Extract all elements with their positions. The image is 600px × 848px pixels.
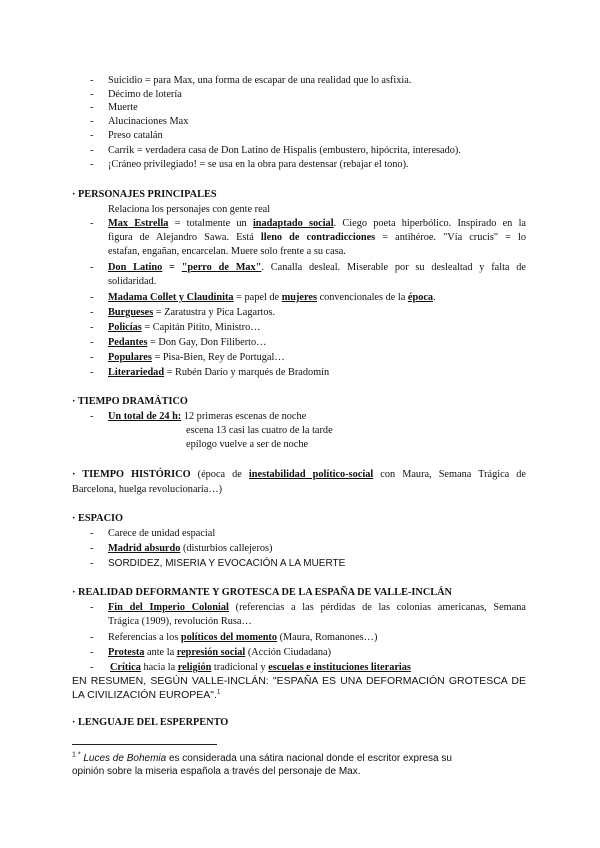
list-dash: -	[90, 411, 94, 422]
footnote-line-1	[72, 752, 452, 765]
populares-line	[108, 351, 285, 364]
tiempo-dramatico-line-3: epílogo vuelve a ser de noche	[186, 439, 309, 450]
text-run: = antihéroe. "Vía crucis" = lo	[375, 232, 527, 243]
emphasis: represión social	[176, 647, 246, 658]
text-run: tradicional y	[211, 662, 269, 673]
emphasis: Fin del Imperio Colonial	[108, 602, 229, 613]
list-dash: -	[90, 116, 94, 127]
text-run: hacia la	[140, 662, 178, 673]
text-run: =	[162, 262, 182, 273]
text-run: = Zaratustra y Pica Lagartos.	[153, 307, 276, 318]
text-run: (época de	[190, 469, 249, 480]
work-title: Luces de Bohemia	[83, 753, 167, 764]
list-item	[108, 542, 272, 555]
text-run: figura de Alejandro Sawa. Está	[108, 232, 261, 243]
list-dash: -	[90, 367, 94, 378]
fin-imperio-line-2: Trágica (1909), revolución Rusa…	[108, 616, 252, 627]
literariedad-line	[108, 366, 329, 379]
section-heading-espacio: · ESPACIO	[72, 513, 124, 524]
text-run: . Canalla desleal. Miserable por su deslealtad y falta de	[261, 262, 526, 273]
emphasis: inestabilidad político-social	[248, 469, 374, 480]
text-run: es considerada una sátira nacional donde el escritor expresa su	[166, 753, 452, 764]
emphasis: inadaptado social	[252, 218, 334, 229]
pedantes-line	[108, 336, 266, 349]
list-item: SORDIDEZ, MISERIA Y EVOCACIÓN A LA MUERTE	[108, 558, 346, 569]
personajes-intro: Relaciona los personajes con gente real	[108, 204, 271, 215]
text-run: (referencias a las pérdidas de las colonias americanas, Semana	[228, 602, 526, 613]
section-heading-lenguaje: · LENGUAJE DEL ESPERPENTO	[72, 717, 229, 728]
list-dash: -	[90, 322, 94, 333]
emphasis: políticos del momento	[180, 632, 278, 643]
section-heading-tiempo-dramatico: · TIEMPO DRAMÁTICO	[72, 396, 188, 407]
list-item: Suicidio = para Max, una forma de escapar de una realidad que lo asfixia.	[108, 75, 412, 86]
list-dash: -	[90, 528, 94, 539]
list-dash: -	[90, 262, 94, 273]
emphasis: lleno de contradicciones	[260, 232, 376, 243]
text-run: . Ciego poeta hiperbólico. Inspirado en la	[333, 218, 527, 229]
burgueses-line	[108, 306, 275, 319]
list-dash: -	[90, 543, 94, 554]
footnote-number: 1 *	[72, 751, 81, 759]
emphasis: Crítica	[110, 662, 141, 673]
text-run: LA CIVILIZACIÓN EUROPEA".	[72, 689, 217, 701]
emphasis: Protesta	[108, 647, 145, 658]
list-dash: -	[90, 307, 94, 318]
section-heading-personajes: · PERSONAJES PRINCIPALES	[72, 189, 217, 200]
text-run: con Maura, Semana Trágica de	[373, 469, 526, 480]
emphasis: Un total de 24 h:	[108, 411, 182, 422]
list-dash: -	[90, 602, 94, 613]
max-estrella-line-1	[108, 217, 526, 230]
emphasis: "perro de Max"	[181, 262, 262, 273]
list-item: ¡Cráneo privilegiado! = se usa en la obra para destensar (rebajar el tono).	[108, 159, 409, 170]
text-run: (Acción Ciudadana)	[245, 647, 332, 658]
emphasis: época	[407, 292, 434, 303]
max-estrella-line-2	[108, 231, 526, 244]
max-estrella-line-3: estafan, engañan, encarcelan. Muere solo frente a su casa.	[108, 246, 346, 257]
resumen-line-1: EN RESUMEN, SEGÚN VALLE-INCLÁN: "ESPAÑA ES UNA DEFORMACIÓN GROTESCA DE	[72, 675, 526, 687]
list-dash: -	[90, 647, 94, 658]
list-dash: -	[90, 352, 94, 363]
list-item: Carrik = verdadera casa de Don Latino de Hispalis (embustero, hipócrita, interesado).	[108, 145, 461, 156]
section-heading-realidad: · REALIDAD DEFORMANTE Y GROTESCA DE LA ESPAÑA DE VALLE-INCLÁN	[72, 587, 452, 598]
text-run: 12 primeras escenas de noche	[181, 411, 307, 422]
list-dash: -	[90, 218, 94, 229]
text-run: = Don Gay, Don Filiberto…	[147, 337, 267, 348]
character-name: Max Estrella	[108, 218, 169, 229]
list-dash: -	[90, 558, 94, 569]
text-run: = papel de	[233, 292, 282, 303]
footnote-marker: 1	[216, 689, 221, 696]
list-dash: -	[90, 89, 94, 100]
text-run: Referencias a los	[108, 632, 181, 643]
character-name: Policías	[108, 322, 142, 333]
list-dash: -	[90, 145, 94, 156]
section-heading-tiempo-historico: · TIEMPO HISTÓRICO	[72, 469, 191, 480]
madama-collet-line	[108, 291, 436, 304]
character-name: Madama Collet y Claudinita	[108, 292, 234, 303]
list-dash: -	[90, 75, 94, 86]
text-run: = Pisa-Bien, Rey de Portugal…	[151, 352, 285, 363]
tiempo-historico-line-1	[72, 468, 526, 481]
list-item	[108, 631, 377, 644]
list-dash: -	[90, 337, 94, 348]
list-item: Décimo de lotería	[108, 89, 182, 100]
list-item: Alucinaciones Max	[108, 116, 189, 127]
text-run: = Rubén Darío y marqués de Bradomín	[164, 367, 330, 378]
emphasis: Madrid absurdo	[108, 543, 181, 554]
footnote-line-2: opinión sobre la miseria española a través del personaje de Max.	[72, 766, 361, 777]
tiempo-dramatico-line-1	[108, 410, 306, 423]
text-run: = totalmente un	[168, 218, 253, 229]
emphasis: religión	[177, 662, 212, 673]
list-item: Carece de unidad espacial	[108, 528, 216, 539]
resumen-line-2	[72, 688, 220, 702]
character-name: Literariedad	[108, 367, 165, 378]
text-run: ante la	[144, 647, 177, 658]
text-run: (Maura, Romanones…)	[277, 632, 378, 643]
tiempo-historico-line-2: Barcelona, huelga revolucionaria…)	[72, 484, 223, 495]
text-run: .	[433, 292, 436, 303]
text-run: convencionales de la	[316, 292, 408, 303]
list-dash: -	[90, 292, 94, 303]
emphasis: mujeres	[281, 292, 317, 303]
don-latino-line-2: solidaridad.	[108, 276, 157, 287]
emphasis: escuelas e instituciones literarias	[268, 662, 411, 673]
list-item: Muerte	[108, 102, 138, 113]
list-item: Preso catalán	[108, 130, 163, 141]
list-item	[110, 661, 411, 674]
policias-line	[108, 321, 261, 334]
text-run: (disturbios callejeros)	[180, 543, 273, 554]
list-dash: -	[90, 632, 94, 643]
don-latino-line-1	[108, 261, 526, 274]
character-name: Pedantes	[108, 337, 148, 348]
character-name: Don Latino	[108, 262, 163, 273]
footnote-divider	[72, 744, 217, 745]
text-run: = Capitán Pitito, Ministro…	[141, 322, 261, 333]
list-item	[108, 646, 331, 659]
tiempo-dramatico-line-2: escena 13 casi las cuatro de la tarde	[186, 425, 333, 436]
fin-imperio-line-1	[108, 601, 526, 614]
character-name: Burgueses	[108, 307, 154, 318]
list-dash: -	[90, 662, 94, 673]
list-dash: -	[90, 159, 94, 170]
list-dash: -	[90, 130, 94, 141]
character-name: Populares	[108, 352, 152, 363]
list-dash: -	[90, 102, 94, 113]
